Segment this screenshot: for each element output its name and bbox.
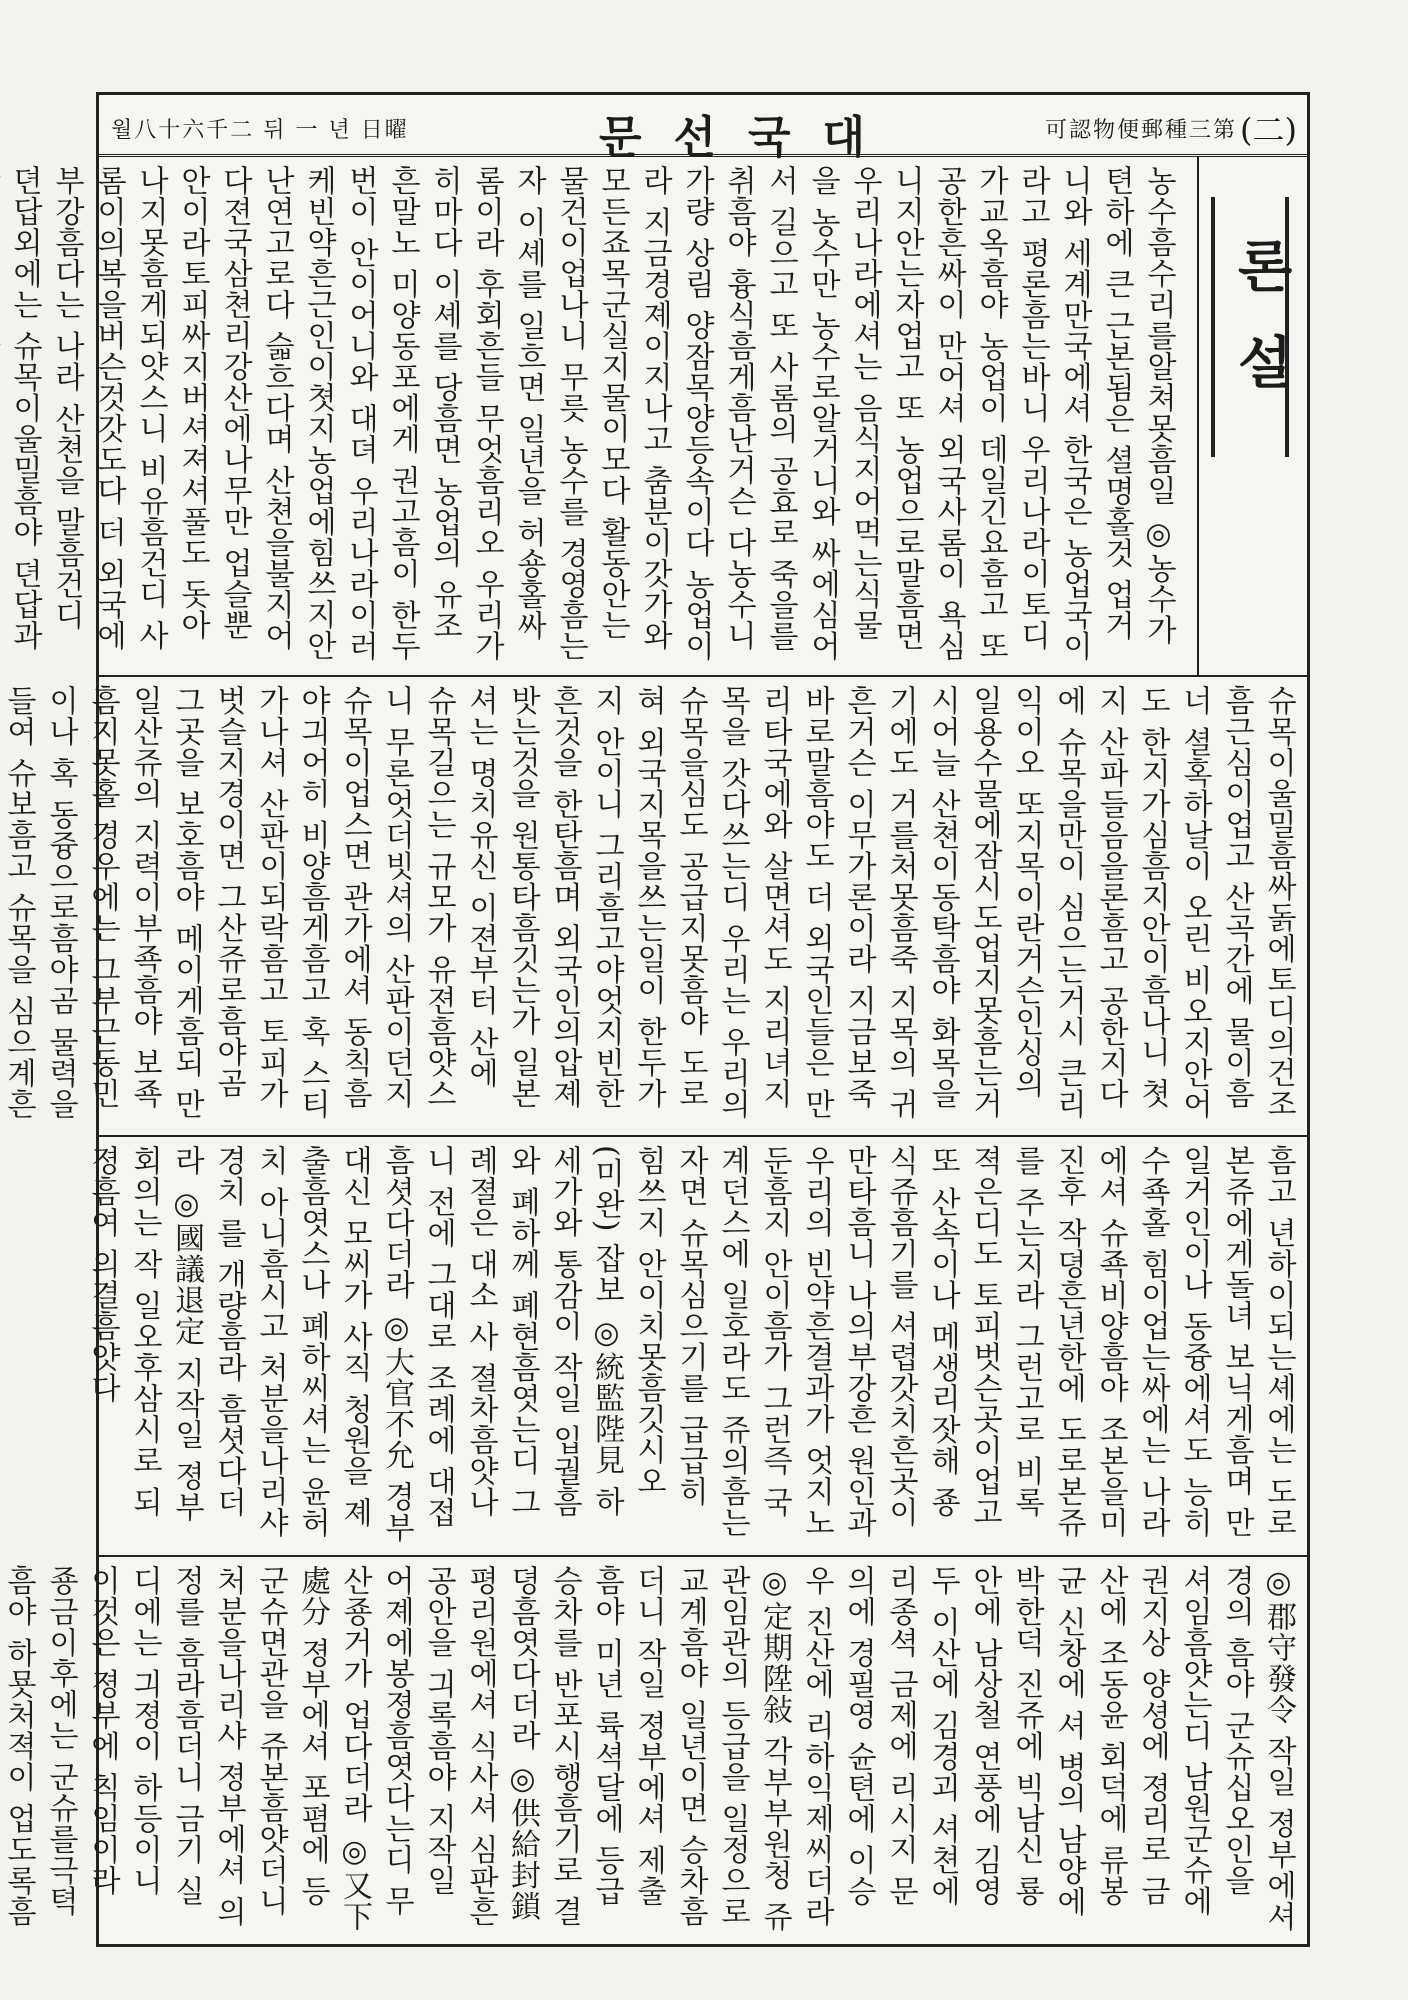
tier-editorial-continued <box>1 677 1307 1137</box>
news-text: 흠고 년하이되는셰에는 도로 본쥬에게돌녀 보닉게흠며 만일거인이나 동즁에셔도 능히수죡홀 힘이업는싸에는 나라에셔 슈죡비양흠야 조본을미진후 작뎡흔년한에 도로본쥬를 주는지라 그런고로 비록젹은디도 토피벗슨곳이업고 또 산속이나 메생리잣해 죵식쥬흠기를 셔렵갓치흔곳이만타흠니 나의부강흔 원인과 우리의 빈약흔결과가 엇지노둔흠지 안이흠가 그런즉 국계던스에 일호라도 쥬의흠는자면 슈목심으기를 급급히 힘쓰지 안이치못흠깃시오 (미완) 잡보 ◎統監陛見 하세가와 통감이 작일 입궐흠와 폐하께 폐현흠엿는디 그 례졀은 대소 사 졀차흠얏나니 전에 그대로 조례에 대접흠셧다더라 ◎大官不允 경부대신 모씨가 사직 청원을 졔출흠엿스나 폐하씨셔는 윤허치 아니흠시고 처분을나리샤 경치 를 개량흠라 흠셧다더라 ◎國議退定 지작일 졍부회의는 작 일오후삼시로 되졍흠여 의결흠얏다 <box>85 1145 1296 1544</box>
masthead <box>99 95 1307 163</box>
masthead-postal-info: 可認物便郵種三第 <box>1044 118 1237 143</box>
editorial-heading-box <box>1197 157 1307 677</box>
tier-editorial <box>7 157 1307 677</box>
editorial-continued-text: 슈목이울밀흠싸돍에토디의건조흠근심이업고 산곡간에 물이흠너 셜혹하날이 오린 비오지안어도 한지가심흠지안이흠나니 쳣지 산파들음을론흠고 공한지다에 슈목을만이 심으는거시 큰리익이오 또지목이란거슨인싱의일용수물에잠시도업지못흠는거시어늘 산쳔이동탁흠야 화목을기에도 거를처못흠죽 지목의 귀흔거슨 이무가론이라 지금보죽바로말흠야도 더 외국인들은 만리타국에와 살면셔도 지리녀지목을 갓다쓰는디 우리는 우리의 슈목을심도 공급지못흠야 도로혀 외국지목을쓰는일이 한두가지 안이니 그리흠고야엇지빈한흔것을 한탄흠며 외국인의압졔밧는것을 원통타흠깃는가 일본셔는 명치유신 이젼부터 산에 슈목길으는 규모가 유젼흠얏스니 무론엇더빗셔의 산판이던지 슈목이업스면 관가에셔 동칙흠야긔어히 비양흠게흠고 혹 스티가나셔 산판이되락흠고 토피가 벗슬지경이면 그산쥬로흠야곰 그곳을 보호흠야 메이게흠되 만일산쥬의 지력이부죡흠야 보죡흠지못홀 경우에는 그부근동민이나 혹 동즁으로흠야곰 물력을들여 슈보흠고 슈목을 심으계흔 <box>1 685 1296 1120</box>
editorial-text: 농수흠수리를알쳐못흠일 ◎농수가 텬하에 큰 근본됨은 셜명홀것 업거니와 세계만국에셔 한국은 농업국이라고 평론흠는바니 우리나라이토디가교옥흠야 농업이 데일긴요흠고 또 공한흔싸이 만어셔 외국사롬이 욕심니지안는자업고 또 농업으로말흠면 우리나라에셔는 음식지어먹는식물을 농수만 농수로알거니와 싸에심어서 길으고 또 사롬의 공효로 죽을를 취흠야 흉식흠게흠난거슨 다농수니 가량 상림 양잠목양등속이다 농업이라 지금경졔이지나고 춤분이갓가와 모든죠목군실지물이모다 활동안는물건이업나니 무릇 농수를 경영흠는자 이셰를 일흐면 일년을 허숑홀싸롬이라 후회흔들 무엇흠리오 우리가 히마다 이셰를 당흠면 농업의 유조흔말노 미양동포에게 권고흠이 한두번이 안이어니와 대뎌 우리나라이러케빈약흔근인이쳣지농업에힘쓰지안난연고로다 슯흐다며 산쳔을불지어다젼국삼쳔리강산에나무만 업슬뿐 안이라토피싸지버셔져셔풀도 돗아나지못흠게되얏스니 비유흠건디 사롬이의복을버슨것갓도다 더 외국에 부강흠다는 나라 산쳔을 말흠건디 뎐답외에는 슈목이울밀흠야 뎐답과 <box>7 165 1176 662</box>
tier-news <box>85 1137 1307 1557</box>
bulletins-text: ◎郡守發令 작일 졍부에셔 경의 흠야 군슈십오인을 셔임흠얏는디 남원군슈에 권지상 양셩에 졍리로 금산에 조동윤 회덕에 류봉균 신창에 셔 병의 남양에 박한덕 진쥬에 빅남신 룡안에 남상철 연풍에 김영두 이산에 김경괴 셔쳔에 리종셕 금제에 리시지 문의에 경필영 슌텬에 이승우 진산에 리하익제씨더라 ◎定期陞敍 각부부원청 쥬관임관의 등급을 일정으로 교계흠야 일년이면 승차흠더니 작일 졍부에셔 제출흠야 미년 륙셕달에 등급승차를 반포시행흠기로 결뎡흠엿다더라 ◎供給封鎖 평리원에셔 식사셔 심판흔공안을 긔록흠야 지작일 어졔에봉졍흠엿다는디 무산죵거가 업다더라 ◎又下處分 졍부에셔 포폄에 등 군슈면관을 쥬본흠얏더니 처분을나리샤 졍부에셔 의정를 흠라흠더니 금기 실디에는 긔졍이 하등이니 이것은 졍부에 칙임이라 죵금이후에는 군슈를극텩흠야 하묫처젹이 업도록흠 <box>1 1565 1296 1933</box>
masthead-date: 월八十六千二 뒤 一 년 日曜 <box>111 118 409 143</box>
tier-bulletins <box>1 1557 1307 1947</box>
masthead-title: 문선국대 <box>599 112 898 163</box>
editorial-title: 론설 <box>1228 237 1294 429</box>
newspaper-page <box>1 92 1310 1947</box>
heading-rule-left <box>1211 197 1215 457</box>
masthead-page-number: (二) <box>1240 111 1297 149</box>
